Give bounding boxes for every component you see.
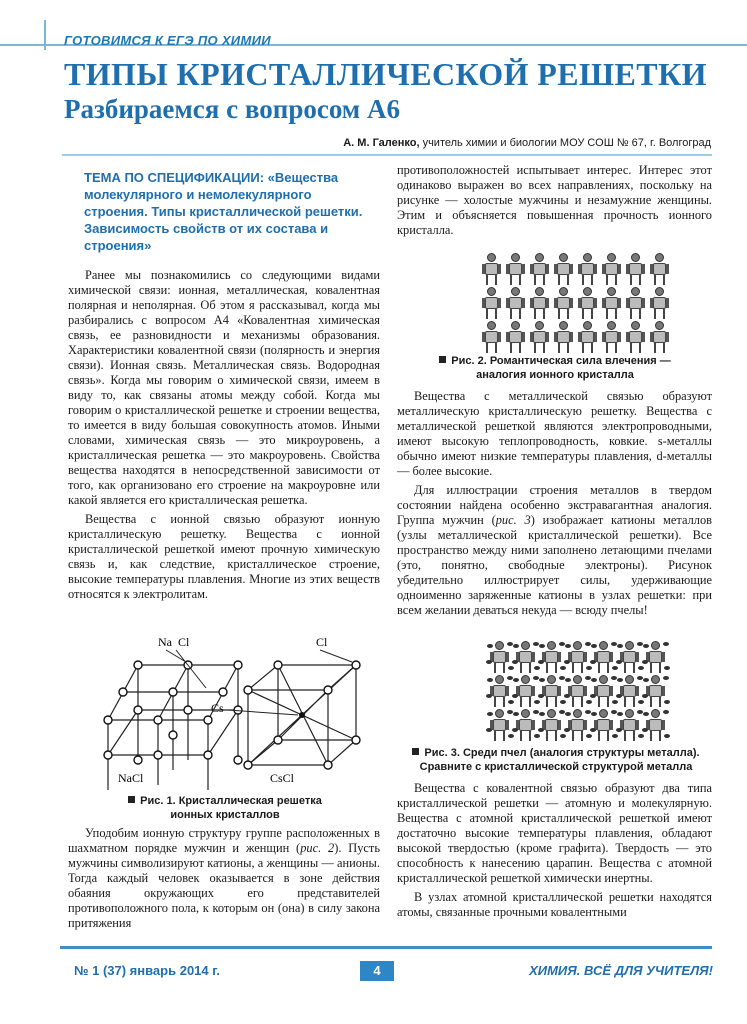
caption-bullet — [128, 796, 135, 803]
person-figure — [574, 320, 601, 354]
person-figure — [590, 674, 617, 708]
person-figure — [550, 252, 577, 286]
bee-figure — [591, 712, 597, 716]
person-figure — [526, 252, 553, 286]
person-figure — [622, 286, 649, 320]
paragraph: противоположностей испытывает интерес. Интерес этот одинаково выражен во всех направлениях, поскольку на рисунке — холостые мужчины и незамужние женщины. Этим и объясняется повышенная прочность ионного кристалла. — [397, 163, 712, 237]
person-figure — [512, 674, 539, 708]
person-figure — [538, 674, 565, 708]
bee-figure — [664, 666, 670, 670]
person-figure — [598, 286, 625, 320]
person-figure — [526, 286, 553, 320]
caption-line: Рис. 1. Кристаллическая решетка — [140, 795, 322, 807]
right-column — [397, 163, 712, 242]
bee-figure — [512, 660, 518, 664]
paragraph: Вещества с ионной связью образуют ионную кристаллическую решетку. Вещества с ионной кристаллической решеткой имеют прочную химическую связь и, как следствие, кристаллическое строение, высокие температуры плавления. Многие из этих веществ относятся к электролитам. — [68, 512, 380, 601]
figure-1-crystal-lattices — [78, 630, 378, 790]
text-run: Уподобим ионную структуру группе расположенных в шахматном порядке мужчин и женщин ( — [68, 826, 380, 855]
journal-name: ХИМИЯ. ВСЁ ДЛЯ УЧИТЕЛЯ! — [529, 963, 713, 978]
person-figure — [526, 320, 553, 354]
person-figure — [574, 286, 601, 320]
person-figure — [478, 286, 505, 320]
person-figure — [550, 320, 577, 354]
bee-figure — [642, 728, 648, 732]
bee-figure — [513, 644, 519, 648]
paragraph — [397, 483, 712, 618]
caption-bullet — [412, 748, 419, 755]
person-figure — [502, 286, 529, 320]
footer-rule — [60, 946, 712, 949]
bee-figure — [591, 644, 597, 648]
person-figure — [564, 708, 591, 742]
author-line — [343, 137, 711, 149]
person-figure — [486, 640, 513, 674]
bee-figure — [539, 678, 545, 682]
bee-figure — [617, 644, 623, 648]
person-figure — [502, 252, 529, 286]
paragraph: Вещества с металлической связью образуют металлическую кристаллическую решетку. Вещества с металлической решеткой являются электропроводными, имеют высокую теплопроводность, ковкие. s-металлы обычно имеют низкие температуры плавления, d-металлы — более высокие. — [397, 389, 712, 478]
bee-figure — [486, 694, 492, 698]
person-figure — [574, 252, 601, 286]
bee-figure — [663, 710, 669, 714]
bee-figure — [663, 642, 669, 646]
caption-line: Сравните с кристаллической структурой металла — [419, 761, 693, 773]
person-figure — [646, 286, 673, 320]
author-rule — [62, 154, 712, 156]
article-title: ТИПЫ КРИСТАЛЛИЧЕСКОЙ РЕШЕТКИ — [64, 56, 707, 92]
bee-figure — [642, 694, 648, 698]
bee-figure — [590, 660, 596, 664]
label-cscl: CsCl — [270, 771, 295, 785]
figure-1-caption — [110, 794, 340, 822]
paragraph — [68, 826, 380, 931]
person-figure — [616, 674, 643, 708]
figure-2-caption — [405, 354, 705, 382]
bee-figure — [617, 678, 623, 682]
figure-3-caption — [400, 746, 712, 774]
text-run: ). Пусть мужчины символизируют катионы, а женщины — анионы. Тогда каждый человек оказывается в зоне действия обаяния окружающих его представителей противоположного пола, к которым он (она) в силу закона притяжения — [68, 841, 380, 930]
bee-figure — [664, 734, 670, 738]
label-cl-left: Cl — [178, 635, 190, 649]
right-column-middle — [397, 389, 712, 622]
person-figure — [598, 320, 625, 354]
article-subtitle: Разбираемся с вопросом А6 — [64, 94, 400, 124]
bee-figure — [487, 712, 493, 716]
bee-figure — [539, 712, 545, 716]
bee-figure — [616, 660, 622, 664]
caption-line: Рис. 2. Романтическая сила влечения — — [451, 355, 671, 367]
caption-line: аналогия ионного кристалла — [476, 369, 634, 381]
bee-figure — [512, 728, 518, 732]
author-info: учитель химии и биологии МОУ СОШ № 67, г. Волгоград — [419, 137, 711, 149]
figure-reference: рис. 2 — [300, 841, 335, 855]
person-figure — [590, 640, 617, 674]
bee-figure — [538, 728, 544, 732]
bee-figure — [616, 728, 622, 732]
label-cs: Cs — [211, 701, 224, 715]
person-figure — [642, 640, 669, 674]
issue-info: № 1 (37) январь 2014 г. — [74, 963, 220, 978]
bee-figure — [643, 678, 649, 682]
running-head: ГОТОВИМСЯ К ЕГЭ ПО ХИМИИ — [64, 33, 271, 48]
topic-box: ТЕМА ПО СПЕЦИФИКАЦИИ: «Вещества молекулярного и немолекулярного строения. Типы кристаллической решетки. Зависимость свойств от их состава и строения» — [84, 170, 363, 253]
bee-figure — [538, 694, 544, 698]
right-column-bottom — [397, 781, 712, 924]
bee-figure — [565, 644, 571, 648]
bee-figure — [617, 712, 623, 716]
person-figure — [646, 320, 673, 354]
left-column-continued — [68, 826, 380, 935]
bee-figure — [643, 712, 649, 716]
bee-figure — [512, 694, 518, 698]
paragraph: Вещества с ковалентной связью образуют два типа кристаллической решетки — атомную и молекулярную. Вещества с атомной кристаллической решеткой имеют достаточно высокие температуры плавления, обладают высокой твердостью (кроме графита). Твердость — это способность к нанесению царапин. Вещества с атомной кристаллической решеткой химически инертны. — [397, 781, 712, 885]
person-figure — [564, 674, 591, 708]
bee-figure — [616, 694, 622, 698]
paragraph: В узлах атомной кристаллической решетки находятся атомы, связанные прочными ковалентными — [397, 890, 712, 919]
person-figure — [642, 708, 669, 742]
paragraph: Ранее мы познакомились со следующими видами химической связи: ионная, металлическая, ковалентная полярная и неполярная. Об этом я рассказывал, когда мы разбирались с вопросом А4 «Ковалентная химическая связь, ее разновидности и механизмы образования. Характеристики ковалентной связи (полярность и энергия связи). Ионная связь. Металлическая связь. Водородная связь». Когда мы говорим о химической связи, имеем в виду то, как связаны атомы между собой. Когда мы говорим о кристаллической решетке и строении вещества, то имеется в виду большая совокупность атомов. Иными словами, химическая связь — это микроуровень, а кристаллическая решетка — это макроуровень. Свойства вещества находятся в непосредственной зависимости от того, как организовано его строение на макроуровне или какой является его кристаллическая решетка. — [68, 268, 380, 507]
person-figure — [564, 640, 591, 674]
label-arrow-cl — [320, 650, 352, 662]
bee-figure — [663, 676, 669, 680]
page-number: 4 — [360, 961, 394, 981]
caption-bullet — [439, 356, 446, 363]
person-figure — [502, 320, 529, 354]
caption-line: ионных кристаллов — [170, 809, 280, 821]
label-na: Na — [158, 635, 172, 649]
left-column — [68, 268, 380, 606]
label-nacl: NaCl — [118, 771, 144, 785]
bee-figure — [590, 728, 596, 732]
bee-figure — [564, 694, 570, 698]
label-cl-right: Cl — [316, 635, 328, 649]
bee-figure — [591, 678, 597, 682]
bee-figure — [590, 694, 596, 698]
person-figure — [486, 674, 513, 708]
figure-reference: рис. 3 — [495, 513, 531, 527]
person-figure — [622, 252, 649, 286]
bee-figure — [513, 678, 519, 682]
bee-figure — [486, 728, 492, 732]
person-figure — [538, 708, 565, 742]
bee-figure — [487, 678, 493, 682]
bee-figure — [643, 644, 649, 648]
bee-figure — [565, 678, 571, 682]
bee-figure — [564, 728, 570, 732]
figure-3-illustration — [486, 640, 668, 742]
bee-figure — [513, 712, 519, 716]
text-run: ) изображает катионы металлов (узлы металлической кристаллической решетки). Все пространство между ними заполнено летающими пчелами (это, понятно, свободные электроны). Рисунок убедительно иллюстрирует силы, удерживающие одноименно заряженные катионы в узлах решетки: при всем желании деваться некуда — всюду пчелы! — [397, 513, 712, 617]
bee-figure — [538, 660, 544, 664]
figure-2-illustration — [478, 252, 670, 354]
person-figure — [616, 708, 643, 742]
person-figure — [646, 252, 673, 286]
person-figure — [538, 640, 565, 674]
text-run: Для иллюстрации строения металлов в твердом состоянии найдена особенно экстравагантная аналогия. Группа мужчин ( — [397, 483, 712, 527]
person-figure — [512, 640, 539, 674]
person-figure — [642, 674, 669, 708]
bee-figure — [564, 660, 570, 664]
person-figure — [598, 252, 625, 286]
person-figure — [478, 252, 505, 286]
person-figure — [478, 320, 505, 354]
person-figure — [512, 708, 539, 742]
bee-figure — [539, 644, 545, 648]
bee-figure — [486, 660, 492, 664]
cs-center-atom — [299, 712, 305, 718]
bee-figure — [487, 644, 493, 648]
person-figure — [616, 640, 643, 674]
bee-figure — [642, 660, 648, 664]
person-figure — [550, 286, 577, 320]
bee-figure — [664, 700, 670, 704]
bee-figure — [565, 712, 571, 716]
person-figure — [622, 320, 649, 354]
person-figure — [590, 708, 617, 742]
author-name: А. М. Галенко, — [343, 137, 420, 149]
caption-line: Рис. 3. Среди пчел (аналогия структуры металла). — [424, 747, 700, 759]
person-figure — [486, 708, 513, 742]
